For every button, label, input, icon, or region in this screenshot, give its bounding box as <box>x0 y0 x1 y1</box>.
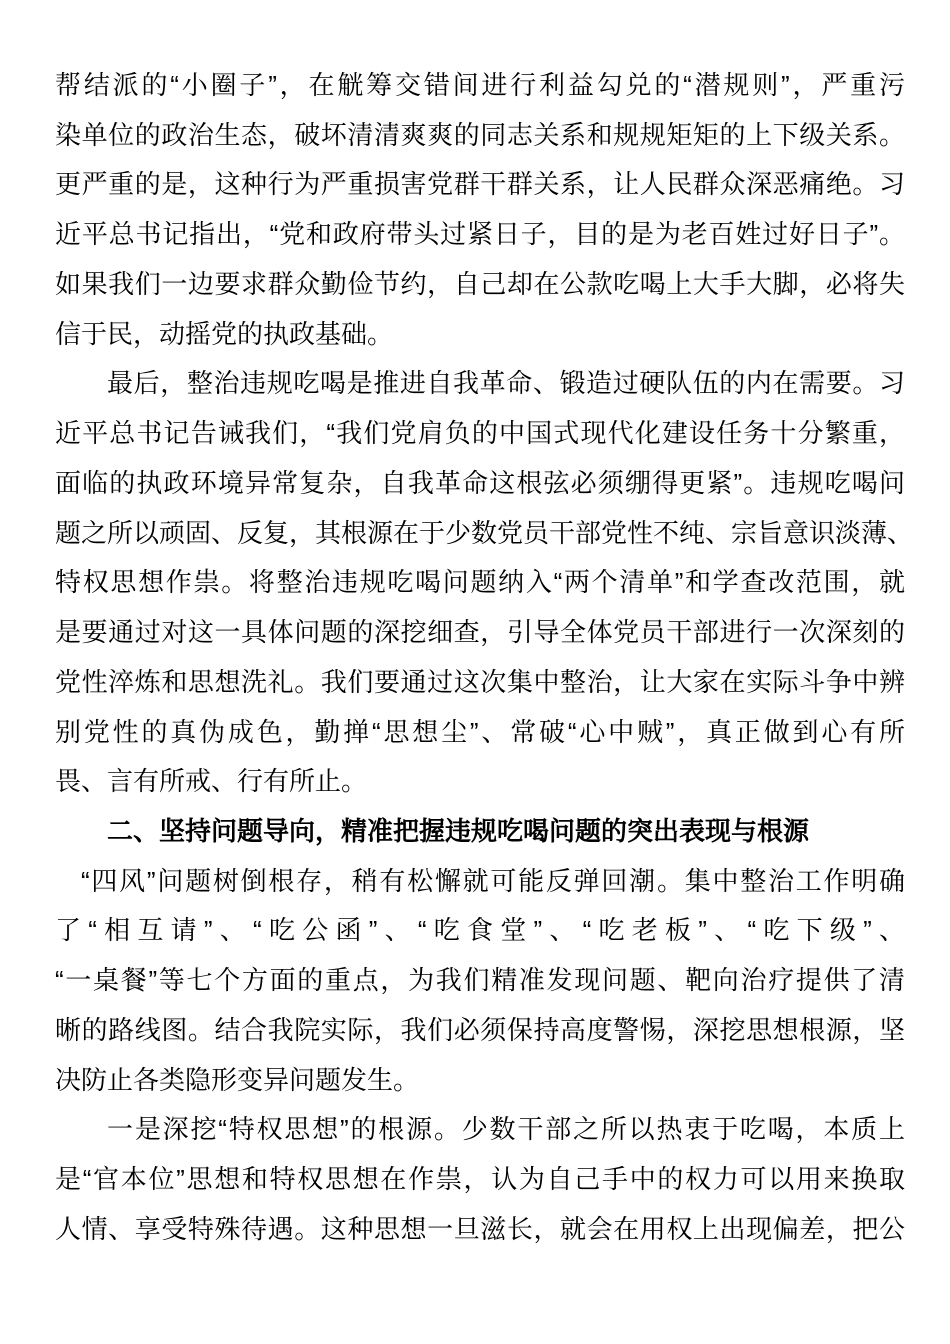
paragraph-line: 是“官本位”思想和特权思想在作祟，认为自己手中的权力可以用来换取 <box>55 1164 905 1195</box>
section-heading: 二、坚持问题导向，精准把握违规吃喝问题的突出表现与根源 <box>107 816 810 847</box>
paragraph-line: “一桌餐”等七个方面的重点，为我们精准发现问题、靶向治疗提供了清 <box>55 965 905 996</box>
paragraph-line: 了“相互请”、“吃公函”、“吃食堂”、“吃老板”、“吃下级”、 <box>55 915 905 946</box>
paragraph-line: 更严重的是，这种行为严重损害党群干群关系，让人民群众深恶痛绝。习 <box>55 169 905 200</box>
paragraph-line: 信于民，动摇党的执政基础。 <box>55 318 394 349</box>
document-body <box>55 61 914 1255</box>
paragraph-line: 畏、言有所戒、行有所止。 <box>55 766 368 797</box>
paragraph-line: 题之所以顽固、反复，其根源在于少数党员干部党性不纯、宗旨意识淡薄、 <box>55 517 914 548</box>
paragraph-line: 最后，整治违规吃喝是推进自我革命、锻造过硬队伍的内在需要。习 <box>107 368 905 399</box>
paragraph-line: 党性淬炼和思想洗礼。我们要通过这次集中整治，让大家在实际斗争中辨 <box>55 666 905 697</box>
paragraph-line: 如果我们一边要求群众勤俭节约，自己却在公款吃喝上大手大脚，必将失 <box>55 268 905 299</box>
paragraph-line: 帮结派的“小圈子”，在觥筹交错间进行利益勾兑的“潜规则”，严重污 <box>55 70 905 100</box>
paragraph-line: 是要通过对这一具体问题的深挖细查，引导全体党员干部进行一次深刻的 <box>55 617 905 648</box>
paragraph-line: 面临的执政环境异常复杂，自我革命这根弦必须绷得更紧”。违规吃喝问 <box>55 467 905 498</box>
paragraph-line: 决防止各类隐形变异问题发生。 <box>55 1064 420 1095</box>
paragraph-line: 近平总书记指出，“党和政府带头过紧日子，目的是为老百姓过好日子”。 <box>55 219 905 250</box>
paragraph-line: “四风”问题树倒根存，稍有松懈就可能反弹回潮。集中整治工作明确 <box>81 865 905 896</box>
paragraph-line: 染单位的政治生态，破坏清清爽爽的同志关系和规规矩矩的上下级关系。 <box>55 119 905 150</box>
paragraph-line: 特权思想作祟。将整治违规吃喝问题纳入“两个清单”和学查改范围，就 <box>55 567 905 598</box>
paragraph-line: 晰的路线图。结合我院实际，我们必须保持高度警惕，深挖思想根源，坚 <box>55 1014 905 1045</box>
paragraph-line: 近平总书记告诫我们，“我们党肩负的中国式现代化建设任务十分繁重， <box>55 418 905 449</box>
paragraph-line: 一是深挖“特权思想”的根源。少数干部之所以热衷于吃喝，本质上 <box>107 1114 905 1145</box>
paragraph-line: 人情、享受特殊待遇。这种思想一旦滋长，就会在用权上出现偏差，把公 <box>55 1213 905 1244</box>
paragraph-line: 别党性的真伪成色，勤掸“思想尘”、常破“心中贼”，真正做到心有所 <box>55 716 905 747</box>
